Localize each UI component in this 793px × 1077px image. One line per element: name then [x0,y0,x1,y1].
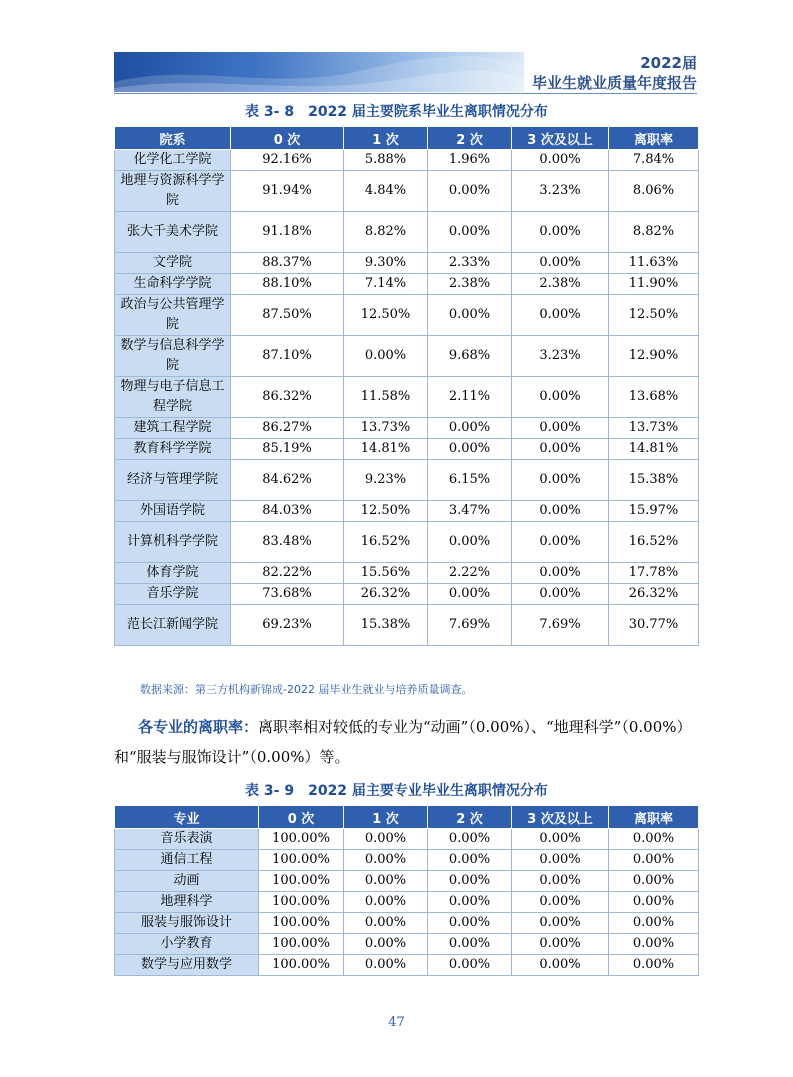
value-cell: 100.00% [259,829,344,850]
value-cell: 0.00% [428,584,512,605]
table-row [115,336,699,377]
value-cell: 0.00% [344,871,428,892]
row-label-cell: 体育学院 [115,563,231,584]
table-row [115,955,699,976]
value-cell: 0.00% [512,253,609,274]
value-cell: 0.00% [512,955,609,976]
college-turnover-table [114,126,699,646]
value-cell: 0.00% [428,171,512,212]
value-cell: 92.16% [231,150,344,171]
value-cell: 0.00% [609,850,699,871]
value-cell: 14.81% [609,439,699,460]
value-cell: 0.00% [428,913,512,934]
table1-body [115,150,699,646]
table-row [115,501,699,522]
value-cell: 100.00% [259,913,344,934]
value-cell: 26.32% [609,584,699,605]
value-cell: 0.00% [609,955,699,976]
value-cell: 82.22% [231,563,344,584]
table1-header-row [115,127,699,150]
paragraph [114,712,698,772]
column-header: 离职率 [609,806,699,829]
value-cell: 15.38% [344,605,428,646]
value-cell: 86.27% [231,418,344,439]
value-cell: 87.10% [231,336,344,377]
table-row [115,829,699,850]
value-cell: 0.00% [512,934,609,955]
value-cell: 5.88% [344,150,428,171]
value-cell: 16.52% [609,522,699,563]
table-row [115,460,699,501]
value-cell: 0.00% [512,439,609,460]
table-row [115,212,699,253]
value-cell: 15.56% [344,563,428,584]
table-row [115,150,699,171]
value-cell: 91.18% [231,212,344,253]
value-cell: 7.14% [344,274,428,295]
table-row [115,892,699,913]
row-label-cell: 音乐表演 [115,829,259,850]
value-cell: 2.33% [428,253,512,274]
value-cell: 0.00% [512,501,609,522]
value-cell: 7.84% [609,150,699,171]
value-cell: 7.69% [428,605,512,646]
value-cell: 73.68% [231,584,344,605]
value-cell: 0.00% [512,522,609,563]
header-year: 2022届 [640,54,697,72]
source-note: 数据来源：第三方机构新锦成-2022 届毕业生就业与培养质量调查。 [140,683,473,696]
column-header: 离职率 [609,127,699,150]
row-label-cell: 生命科学学院 [115,274,231,295]
row-label-cell: 地理与资源科学学院 [115,171,231,212]
table2-header-row [115,806,699,829]
wave-decoration-icon [114,52,524,92]
value-cell: 4.84% [344,171,428,212]
value-cell: 17.78% [609,563,699,584]
page-number: 47 [388,1015,405,1030]
value-cell: 91.94% [231,171,344,212]
row-label-cell: 经济与管理学院 [115,460,231,501]
value-cell: 12.50% [344,295,428,336]
value-cell: 0.00% [512,871,609,892]
column-header: 1 次 [344,127,428,150]
table-row [115,913,699,934]
value-cell: 86.32% [231,377,344,418]
column-header: 专业 [115,806,259,829]
header-report-title: 毕业生就业质量年度报告 [531,74,697,92]
row-label-cell: 文学院 [115,253,231,274]
value-cell: 0.00% [344,934,428,955]
value-cell: 0.00% [344,829,428,850]
row-label-cell: 数学与应用数学 [115,955,259,976]
row-label-cell: 政治与公共管理学院 [115,295,231,336]
value-cell: 0.00% [428,295,512,336]
value-cell: 0.00% [512,829,609,850]
value-cell: 9.68% [428,336,512,377]
row-label-cell: 通信工程 [115,850,259,871]
table-row [115,605,699,646]
column-header: 1 次 [344,806,428,829]
value-cell: 30.77% [609,605,699,646]
value-cell: 0.00% [512,892,609,913]
value-cell: 88.10% [231,274,344,295]
table-row [115,522,699,563]
value-cell: 2.38% [512,274,609,295]
value-cell: 0.00% [344,892,428,913]
value-cell: 0.00% [609,913,699,934]
value-cell: 0.00% [428,850,512,871]
value-cell: 3.23% [512,171,609,212]
value-cell: 26.32% [344,584,428,605]
table-row [115,295,699,336]
value-cell: 3.47% [428,501,512,522]
value-cell: 0.00% [512,850,609,871]
value-cell: 0.00% [512,295,609,336]
major-turnover-table [114,805,699,976]
table1-caption: 表 3- 8 2022 届主要院系毕业生离职情况分布 [245,104,548,120]
value-cell: 2.38% [428,274,512,295]
value-cell: 100.00% [259,871,344,892]
column-header: 院系 [115,127,231,150]
value-cell: 0.00% [344,955,428,976]
value-cell: 0.00% [344,913,428,934]
value-cell: 88.37% [231,253,344,274]
column-header: 3 次及以上 [512,806,609,829]
value-cell: 83.48% [231,522,344,563]
value-cell: 8.82% [344,212,428,253]
table-row [115,871,699,892]
table-row [115,439,699,460]
value-cell: 0.00% [609,829,699,850]
table-row [115,934,699,955]
row-label-cell: 服装与服饰设计 [115,913,259,934]
row-label-cell: 教育科学学院 [115,439,231,460]
value-cell: 0.00% [609,871,699,892]
row-label-cell: 范长江新闻学院 [115,605,231,646]
value-cell: 0.00% [428,829,512,850]
value-cell: 0.00% [512,377,609,418]
table-row [115,377,699,418]
value-cell: 84.62% [231,460,344,501]
value-cell: 0.00% [512,913,609,934]
table-row [115,253,699,274]
value-cell: 100.00% [259,892,344,913]
value-cell: 11.63% [609,253,699,274]
row-label-cell: 外国语学院 [115,501,231,522]
row-label-cell: 地理科学 [115,892,259,913]
value-cell: 0.00% [512,584,609,605]
value-cell: 0.00% [344,336,428,377]
table-row [115,584,699,605]
table-row [115,171,699,212]
value-cell: 0.00% [609,934,699,955]
value-cell: 0.00% [428,892,512,913]
value-cell: 1.96% [428,150,512,171]
value-cell: 2.22% [428,563,512,584]
value-cell: 14.81% [344,439,428,460]
value-cell: 2.11% [428,377,512,418]
value-cell: 9.30% [344,253,428,274]
value-cell: 0.00% [512,418,609,439]
value-cell: 0.00% [344,850,428,871]
value-cell: 12.90% [609,336,699,377]
value-cell: 6.15% [428,460,512,501]
row-label-cell: 动画 [115,871,259,892]
value-cell: 69.23% [231,605,344,646]
table-row [115,850,699,871]
value-cell: 100.00% [259,850,344,871]
value-cell: 0.00% [428,522,512,563]
value-cell: 16.52% [344,522,428,563]
value-cell: 0.00% [428,439,512,460]
value-cell: 0.00% [428,871,512,892]
value-cell: 11.90% [609,274,699,295]
value-cell: 0.00% [512,563,609,584]
table-row [115,563,699,584]
value-cell: 87.50% [231,295,344,336]
value-cell: 13.73% [344,418,428,439]
row-label-cell: 小学教育 [115,934,259,955]
paragraph-lead: 各专业的离职率： [138,718,259,736]
value-cell: 7.69% [512,605,609,646]
value-cell: 0.00% [609,892,699,913]
value-cell: 13.73% [609,418,699,439]
value-cell: 84.03% [231,501,344,522]
value-cell: 8.82% [609,212,699,253]
value-cell: 3.23% [512,336,609,377]
value-cell: 100.00% [259,955,344,976]
row-label-cell: 建筑工程学院 [115,418,231,439]
value-cell: 0.00% [428,418,512,439]
value-cell: 13.68% [609,377,699,418]
table2-caption: 表 3- 9 2022 届主要专业毕业生离职情况分布 [245,783,548,799]
row-label-cell: 计算机科学学院 [115,522,231,563]
header-banner [114,52,524,92]
value-cell: 85.19% [231,439,344,460]
row-label-cell: 物理与电子信息工程学院 [115,377,231,418]
value-cell: 8.06% [609,171,699,212]
row-label-cell: 化学化工学院 [115,150,231,171]
column-header: 2 次 [428,806,512,829]
value-cell: 0.00% [428,934,512,955]
table-row [115,418,699,439]
value-cell: 0.00% [512,460,609,501]
value-cell: 0.00% [512,212,609,253]
value-cell: 12.50% [344,501,428,522]
column-header: 0 次 [231,127,344,150]
column-header: 3 次及以上 [512,127,609,150]
row-label-cell: 数学与信息科学学院 [115,336,231,377]
value-cell: 0.00% [428,212,512,253]
value-cell: 9.23% [344,460,428,501]
column-header: 0 次 [259,806,344,829]
row-label-cell: 音乐学院 [115,584,231,605]
table-row [115,274,699,295]
header-title [532,53,697,93]
row-label-cell: 张大千美术学院 [115,212,231,253]
paragraph-body: 离职率相对较低的专业为“动画”（0.00%）、“地理科学”（0.00%）和“服装与服饰设计”（0.00%）等。 [114,718,692,766]
column-header: 2 次 [428,127,512,150]
value-cell: 15.38% [609,460,699,501]
table2-body [115,829,699,976]
value-cell: 12.50% [609,295,699,336]
value-cell: 15.97% [609,501,699,522]
value-cell: 100.00% [259,934,344,955]
value-cell: 11.58% [344,377,428,418]
header-divider [114,93,697,94]
value-cell: 0.00% [512,150,609,171]
value-cell: 0.00% [428,955,512,976]
